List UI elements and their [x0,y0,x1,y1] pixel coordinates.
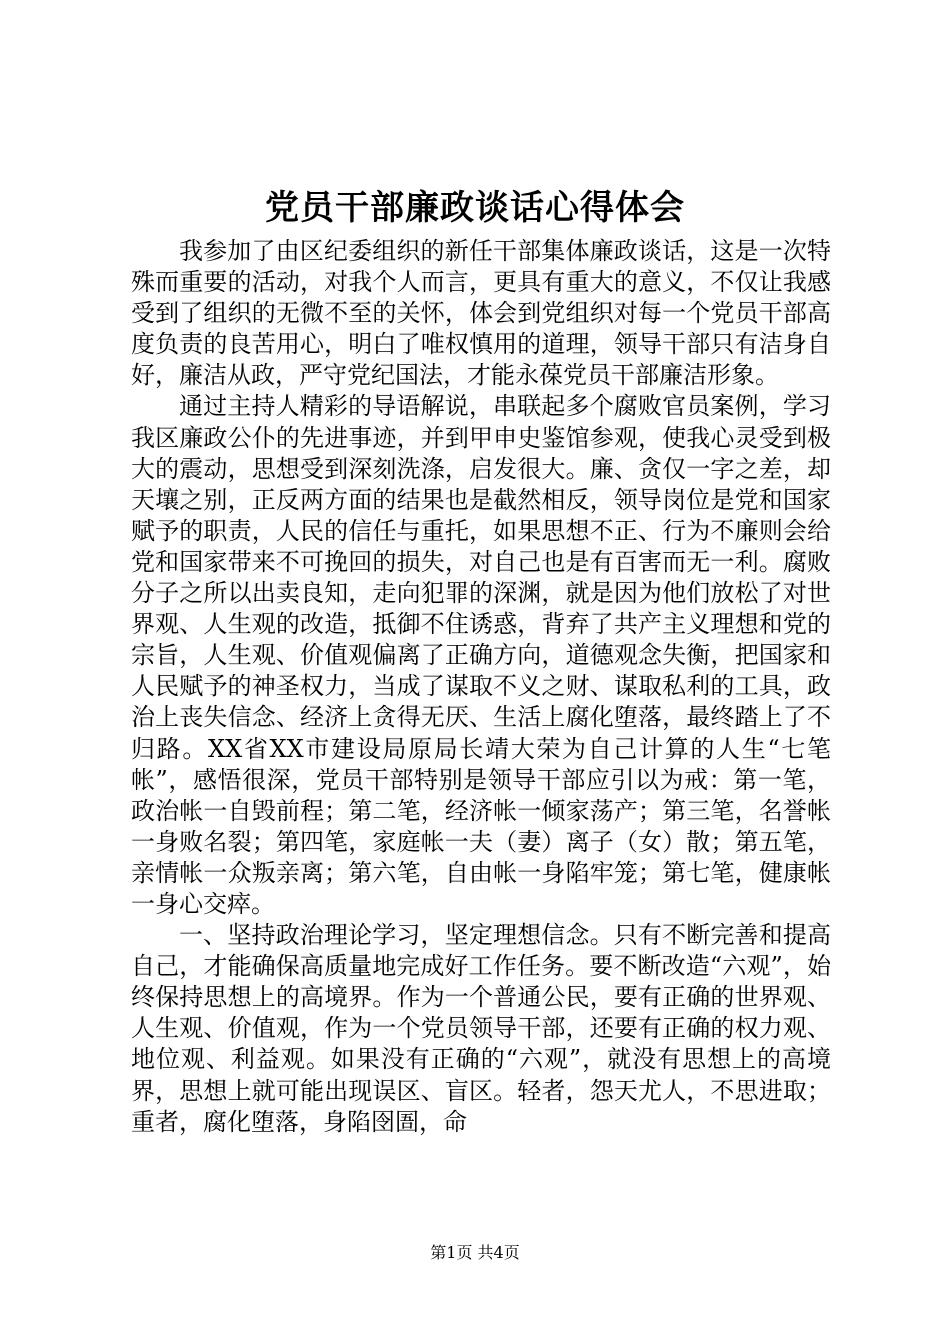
paragraph-3: 一、坚持政治理论学习，坚定理想信念。只有不断完善和提高自己，才能确保高质量地完成好工作任务。要不断改造“六观”，始终保持思想上的高境界。作为一个普通公民，要有正确的世界观、人生观、价值观，作为一个党员领导干部，还要有正确的权力观、地位观、利益观。如果没有正确的“六观”，就没有思想上的高境界，思想上就可能出现误区、盲区。轻者，怨天尤人，不思进取；重者，腐化堕落，身陷囹圄，命 [131,921,831,1136]
document-body [131,236,831,1138]
document-title: 党员干部廉政谈话心得体会 [265,188,685,228]
paragraph-2: 通过主持人精彩的导语解说，串联起多个腐败官员案例，学习我区廉政公仆的先进事迹，并到甲申史鉴馆参观，使我心灵受到极大的震动，思想受到深刻洗涤，启发很大。廉、贪仅一字之差，却天壤之别，正反两方面的结果也是截然相反，领导岗位是党和国家赋予的职责，人民的信任与重托，如果思想不正、行为不廉则会给党和国家带来不可挽回的损失，对自己也是有百害而无一利。腐败分子之所以出卖良知，走向犯罪的深渊，就是因为他们放松了对世界观、人生观的改造，抵御不住诱惑，背弃了共产主义理想和党的宗旨，人生观、价值观偏离了正确方向，道德观念失衡，把国家和人民赋予的神圣权力，当成了谋取不义之财、谋取私利的工具，政治上丧失信念、经济上贪得无厌、生活上腐化堕落，最终踏上了不归路。XX省XX市建设局原局长靖大荣为自己计算的人生“七笔帐”，感悟很深，党员干部特别是领导干部应引以为戒：第一笔，政治帐一自毁前程；第二笔，经济帐一倾家荡产；第三笔，名誉帐一身败名裂；第四笔，家庭帐一夫（妻）离子（女）散；第五笔，亲情帐一众叛亲离；第六笔，自由帐一身陷牢笼；第七笔，健康帐一身心交瘁。 [131,392,831,918]
paragraph-1: 我参加了由区纪委组织的新任干部集体廉政谈话，这是一次特殊而重要的活动，对我个人而言，更具有重大的意义，不仅让我感受到了组织的无微不至的关怀，体会到党组织对每一个党员干部高度负责的良苦用心，明白了唯权慎用的道理，领导干部只有洁身自好，廉洁从政，严守党纪国法，才能永葆党员干部廉洁形象。 [131,237,831,390]
page-number-footer: 第1页 共4页 [430,1243,520,1262]
